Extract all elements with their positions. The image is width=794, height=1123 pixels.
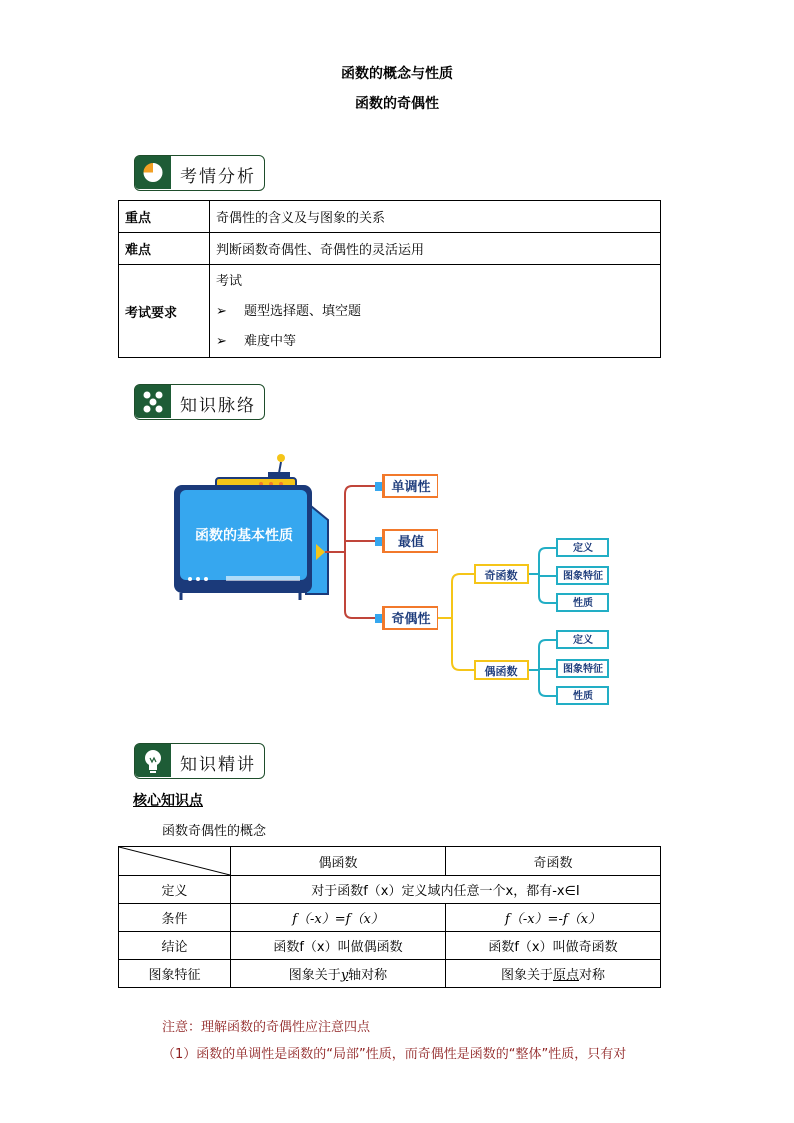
branch-node xyxy=(375,529,438,553)
leaf-node xyxy=(556,630,609,649)
note-item: （1）函数的单调性是函数的“局部”性质，而奇偶性是函数的“整体”性质，只有对 xyxy=(162,1047,627,1062)
root-node xyxy=(174,454,328,600)
cond-odd: f（-x）=-f（x） xyxy=(446,904,661,932)
network-icon xyxy=(135,385,171,418)
row-label: 重点 xyxy=(119,201,210,233)
concl-odd: 函数f（x）叫做奇函数 xyxy=(446,932,661,960)
row-header: 结论 xyxy=(119,932,231,960)
branch-node xyxy=(375,606,438,630)
svg-text:定义: 定义 xyxy=(573,543,593,554)
svg-text:奇偶性: 奇偶性 xyxy=(391,612,431,627)
svg-text:图象特征: 图象特征 xyxy=(563,664,603,675)
def-cell: 对于函数f（x）定义域内任意一个x，都有-x∈I xyxy=(231,876,661,904)
leaf-node xyxy=(556,659,609,678)
sub-node xyxy=(474,564,529,584)
pie-chart-icon xyxy=(135,156,171,189)
col-header: 奇函数 xyxy=(446,847,661,876)
svg-text:最值: 最值 xyxy=(397,535,425,550)
doc-title: 函数的概念与性质 xyxy=(341,66,453,82)
leaf-node xyxy=(556,593,609,612)
mind-map xyxy=(0,440,794,720)
concl-even: 函数f（x）叫做偶函数 xyxy=(231,932,446,960)
section-badge-lecture xyxy=(134,743,265,779)
core-intro: 函数奇偶性的概念 xyxy=(162,824,267,839)
leaf-node xyxy=(556,686,609,705)
root-label: 函数的基本性质 xyxy=(195,528,293,544)
req-head: 考试 xyxy=(216,274,243,289)
row-value: 判断函数奇偶性、奇偶性的灵活运用 xyxy=(210,233,661,265)
row-header: 条件 xyxy=(119,904,231,932)
row-header: 定义 xyxy=(119,876,231,904)
svg-text:图象特征: 图象特征 xyxy=(563,571,603,582)
graph-odd: 图象关于原点对称 xyxy=(446,960,661,988)
svg-text:单调性: 单调性 xyxy=(391,480,431,495)
cond-even: f（-x）=f（x） xyxy=(231,904,446,932)
req-cell xyxy=(210,265,661,358)
parity-table xyxy=(118,846,661,988)
section-badge-analysis xyxy=(134,155,265,191)
note-heading: 注意：理解函数的奇偶性应注意四点 xyxy=(162,1020,371,1035)
section-label: 知识脉络 xyxy=(180,396,256,416)
leaf-node xyxy=(556,566,609,585)
section-label: 考情分析 xyxy=(180,167,256,187)
list-item: ➢ 难度中等 xyxy=(216,334,297,349)
row-header: 图象特征 xyxy=(119,960,231,988)
list-item: ➢ 题型选择题、填空题 xyxy=(216,304,362,319)
graph-even: 图象关于y轴对称 xyxy=(231,960,446,988)
row-label: 难点 xyxy=(119,233,210,265)
lightbulb-icon xyxy=(135,744,171,777)
section-badge-map xyxy=(134,384,265,420)
svg-text:性质: 性质 xyxy=(573,598,593,609)
core-heading: 核心知识点 xyxy=(133,793,203,809)
col-header: 偶函数 xyxy=(231,847,446,876)
row-label: 考试要求 xyxy=(119,265,210,358)
corner-cell xyxy=(119,847,231,876)
leaf-node xyxy=(556,538,609,557)
row-value: 奇偶性的含义及与图象的关系 xyxy=(210,201,661,233)
svg-text:定义: 定义 xyxy=(573,635,593,646)
section-label: 知识精讲 xyxy=(180,755,256,775)
exam-table xyxy=(118,200,661,358)
svg-text:奇函数: 奇函数 xyxy=(484,569,518,582)
doc-subtitle: 函数的奇偶性 xyxy=(355,96,439,112)
branch-node xyxy=(375,474,438,498)
svg-text:偶函数: 偶函数 xyxy=(484,665,518,678)
sub-node xyxy=(474,660,529,680)
svg-text:性质: 性质 xyxy=(573,691,593,702)
